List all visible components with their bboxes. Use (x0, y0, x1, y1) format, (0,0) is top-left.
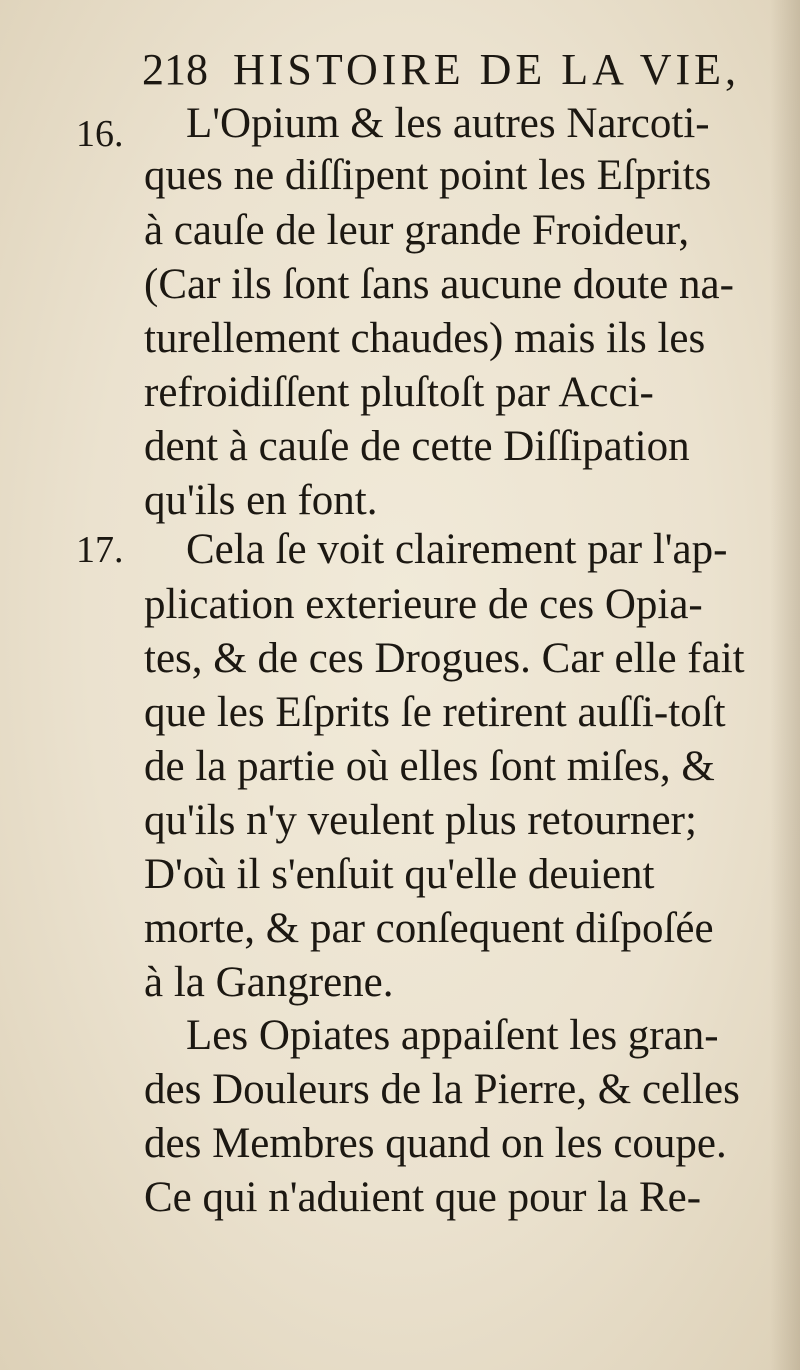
text-line: à la Gangrene. (144, 959, 394, 1006)
page-number: 218 (142, 45, 208, 94)
text-line: dent à cauſe de cette Diſſipation (144, 423, 690, 470)
paragraph-number-16: 16. (76, 113, 124, 155)
paragraph-number-17: 17. (76, 529, 124, 571)
text-line: qu'ils n'y veulent plus retourner; (144, 797, 697, 844)
text-line: (Car ils ſont ſans aucune doute na- (144, 261, 734, 308)
page-edge-shadow (770, 0, 800, 1370)
text-line: morte, & par conſequent diſpoſée (144, 905, 714, 952)
text-line: D'où il s'enſuit qu'elle deuient (144, 851, 655, 898)
text-line: refroidiſſent pluſtoſt par Acci- (144, 369, 654, 416)
text-line: tes, & de ces Drogues. Car elle fait (144, 635, 745, 682)
text-line: à cauſe de leur grande Froideur, (144, 207, 690, 254)
text-line: des Douleurs de la Pierre, & celles (144, 1066, 740, 1113)
text-line: que les Eſprits ſe retirent auſſi-toſt (144, 689, 726, 736)
text-line: plication exterieure de ces Opia- (144, 581, 703, 628)
running-title: HISTOIRE DE LA VIE, (233, 45, 741, 94)
text-line: qu'ils en font. (144, 477, 378, 524)
running-header (142, 40, 740, 100)
text-line: des Membres quand on les coupe. (144, 1120, 727, 1167)
text-line: turellement chaudes) mais ils les (144, 315, 706, 362)
text-line: Cela ſe voit clairement par l'ap- (186, 526, 728, 573)
text-line: ques ne diſſipent point les Eſprits (144, 152, 712, 199)
text-line: Ce qui n'aduient que pour la Re- (144, 1174, 702, 1221)
text-line: L'Opium & les autres Narcoti- (186, 100, 710, 147)
text-line: Les Opiates appaiſent les gran- (186, 1012, 719, 1059)
text-line: de la partie où elles ſont miſes, & (144, 743, 715, 790)
